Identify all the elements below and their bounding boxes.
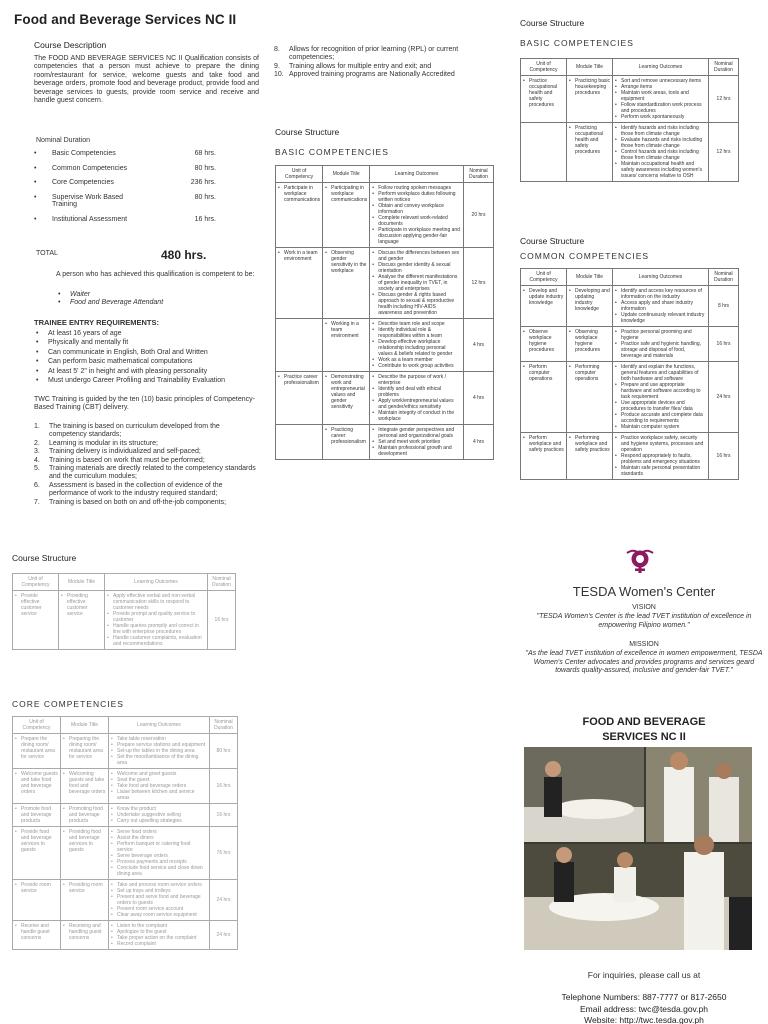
table-row — [521, 433, 739, 480]
duration-cell: 4 hrs — [464, 372, 494, 425]
outcome-item: • Control hazards and risks including those from climate change — [615, 149, 706, 161]
outcome-item: • Provide prompt and quality service to customer — [107, 611, 205, 623]
duration-cell: 8 hrs — [709, 286, 739, 327]
outcome-item: • Evaluate hazards and risks including those from climate change — [615, 137, 706, 149]
mission-label: MISSION — [629, 641, 659, 648]
outcome-item: • Arrange items — [615, 84, 706, 90]
outcome-item: • Assist the diners — [111, 835, 207, 841]
outcomes-cell — [613, 362, 709, 433]
col-unit: Unit of Competency — [276, 166, 323, 183]
tesda-womens-center-logo — [624, 548, 656, 574]
outcome-item: • Practice personal grooming and hygiene — [615, 329, 706, 341]
outcomes-cell — [370, 248, 464, 319]
table-row — [13, 734, 238, 769]
total-value: 480 hrs. — [161, 248, 207, 262]
outcome-item: • Apply work/entrepreneurial values and gender/ethics sensitivity — [372, 398, 461, 410]
unit-cell: • Work in a team environment — [276, 248, 323, 319]
outcome-item: • Present room service account — [111, 906, 207, 912]
nominal-duration-list — [34, 150, 216, 230]
requirement-item: • Must undergo Career Profiling and Trainability Evaluation — [34, 376, 225, 385]
module-cell: • Observing gender sensitivity in the workplace — [323, 248, 370, 319]
outcomes-cell — [370, 183, 464, 248]
principles-list — [34, 423, 256, 507]
table-row — [521, 362, 739, 433]
mission-text: "As the lead TVET institution of excellence in women empowerment, TESDA Women's Center advocates and provides programs and services geard towards quality-assured, inclusive and gender-fair TVET." — [525, 650, 763, 674]
col-module: Module Title — [323, 166, 370, 183]
occupation-roles — [56, 291, 163, 308]
outcome-item: • Maintain work areas, tools and equipment — [615, 90, 706, 102]
common-competencies-table — [520, 268, 739, 480]
unit-cell — [276, 425, 323, 460]
outcome-item: • Practice safe and hygienic handling, storage and disposal of food, beverage and materials — [615, 341, 706, 359]
module-cell: • Practicing basic housekeeping procedures — [567, 76, 613, 123]
vision-label: VISION — [632, 604, 656, 611]
outcome-item: • Present and serve food and beverage orders to guests — [111, 894, 207, 906]
outcomes-cell — [370, 319, 464, 372]
principles-intro: TWC Training is guided by the ten (10) basic principles of Competency-Based Training (CBT) delivery. — [34, 396, 255, 412]
principle-item: 1. The training is based on curriculum developed from the competency standards; — [34, 423, 220, 439]
basic-competencies-table-mid — [275, 165, 494, 460]
module-cell: • Providing room service — [61, 880, 109, 921]
module-cell: • Promoting food and beverage products — [61, 804, 109, 827]
duration-cell: 16 hrs — [709, 327, 739, 362]
duration-cell: 16 hrs — [709, 433, 739, 480]
outcome-item: • Conclude food service and close down dining area — [111, 865, 207, 877]
unit-cell: • Provide room service — [13, 880, 61, 921]
outcome-item: • Handle queries promptly and correct in line with enterprise procedures — [107, 623, 205, 635]
requirement-item: • At least 5' 2" in height and with pleasing personality — [34, 367, 225, 376]
outcome-item: • Maintain occupational health and safety awareness including women's issues/ concerns relative to OSH — [615, 161, 706, 179]
col-outcomes: Learning Outcomes — [109, 717, 210, 734]
outcome-item: • Integrate gender perspectives and personal and organizational goals — [372, 427, 461, 439]
outcomes-cell — [370, 372, 464, 425]
outcome-item: • Maintain integrity of conduct in the workplace — [372, 410, 461, 422]
requirement-item: • Can communicate in English, Both Oral and Written — [34, 348, 225, 357]
duration-cell: 12 hrs — [709, 123, 739, 182]
table-row — [276, 248, 494, 319]
table-row — [276, 319, 494, 372]
contact-details — [520, 992, 768, 1024]
outcome-item: • Record complaint — [111, 941, 207, 947]
duration-row: • Common Competencies 80 hrs. — [34, 164, 216, 172]
col-module: Module Title — [59, 574, 105, 591]
outcome-item: • Perform banquet or catering food service — [111, 841, 207, 853]
course-structure-heading: Course Structure — [520, 236, 585, 246]
outcome-item: • Take table reservation — [111, 736, 207, 742]
requirement-item: • Physically and mentally fit — [34, 338, 225, 347]
outcome-item: • Clear away room service equipment — [111, 912, 207, 918]
col-unit: Unit of Competency — [13, 717, 61, 734]
table-row — [276, 183, 494, 248]
outcome-item: • Complete relevant work-related documents — [372, 215, 461, 227]
outcome-item: • Analyse the different manifestations of gender inequality in TVET, in society and enterprises — [372, 274, 461, 292]
col-duration: Nominal Duration — [709, 59, 739, 76]
outcome-item: • Take food and beverage orders — [111, 783, 207, 789]
core-competencies-heading: CORE COMPETENCIES — [12, 699, 124, 709]
outcome-item: • Produce accurate and complete data according to requirements — [615, 412, 706, 424]
principle-item: 7. Training is based on both on and off-the-job components; — [34, 498, 227, 506]
outcome-item: • Maintain safe personal presentation standards — [615, 465, 706, 477]
col-outcomes: Learning Outcomes — [613, 59, 709, 76]
outcome-item: • Follow routing spoken messages — [372, 185, 461, 191]
module-cell: • Preparing the dining room/ restaurant area for service — [61, 734, 109, 769]
module-cell: • Working in a team environment — [323, 319, 370, 372]
module-cell: • Receiving and handling guest concerns — [61, 921, 109, 950]
unit-cell: • Perform computer operations — [521, 362, 567, 433]
requirement-item: • Can perform basic mathematical computations — [34, 357, 225, 366]
duration-row: • Supervise Work Based Training 80 hrs. — [34, 193, 216, 208]
unit-cell: • Develop and update industry knowledge — [521, 286, 567, 327]
outcome-item: • Apologize to the guest — [111, 929, 207, 935]
unit-cell: • Practice occupational health and safety procedures — [521, 76, 567, 123]
table-row — [521, 286, 739, 327]
table-row — [13, 804, 238, 827]
role-item: • Food and Beverage Attendant — [56, 299, 163, 307]
col-unit: Unit of Competency — [521, 59, 567, 76]
outcome-item: • Identify and deal with ethical problems — [372, 386, 461, 398]
duration-cell: 20 hrs — [464, 183, 494, 248]
col-outcomes: Learning Outcomes — [613, 269, 709, 286]
col-module: Module Title — [567, 269, 613, 286]
core-competencies-table — [12, 716, 238, 950]
col-unit: Unit of Competency — [13, 574, 59, 591]
col-duration: Nominal Duration — [464, 166, 494, 183]
col-module: Module Title — [567, 59, 613, 76]
nominal-duration-heading: Nominal Duration — [36, 137, 91, 144]
duration-cell: 12 hrs — [709, 76, 739, 123]
outcome-item: • Serve beverage orders — [111, 853, 207, 859]
outcome-item: • Set-up the tables in the dining area — [111, 748, 207, 754]
duration-cell: 76 hrs — [210, 827, 238, 880]
entry-requirements-heading: TRAINEE ENTRY REQUIREMENTS: — [34, 318, 160, 327]
table-row — [13, 591, 236, 650]
outcome-item: • Perform work spontaneously — [615, 114, 706, 120]
phone-numbers: Telephone Numbers: 887-7777 or 817-2650 — [561, 992, 727, 1002]
outcome-item: • Access apply and share industry information — [615, 300, 706, 312]
duration-row: • Core Competencies 236 hrs. — [34, 179, 216, 186]
brochure-title: Food and Beverage Services NC II — [14, 12, 237, 27]
col-outcomes: Learning Outcomes — [105, 574, 208, 591]
requirement-item: • At least 16 years of age — [34, 329, 225, 338]
outcomes-cell — [109, 921, 210, 950]
contact-intro: For inquiries, please call us at — [587, 970, 701, 980]
principle-item: 2. Learning is modular in its structure; — [34, 439, 158, 447]
unit-cell: • Promote food and beverage products — [13, 804, 61, 827]
principles-list-continued — [274, 46, 504, 80]
basic-competencies-heading: BASIC COMPETENCIES — [520, 38, 634, 48]
outcome-item: • Maintain professional growth and development — [372, 445, 461, 457]
outcome-item: • Respond appropriately to faults, problems and emergency situations — [615, 453, 706, 465]
module-cell: • Demonstrating work and entrepreneurial values and gender sensitivity — [323, 372, 370, 425]
col-duration: Nominal Duration — [210, 717, 238, 734]
module-cell: • Participating in workplace communications — [323, 183, 370, 248]
duration-cell: 4 hrs — [464, 319, 494, 372]
outcome-item: • Identify and explain the functions, general features and capabilities of both hardware and software — [615, 364, 706, 382]
col-duration: Nominal Duration — [208, 574, 236, 591]
module-cell: • Practicing career professionalism — [323, 425, 370, 460]
outcome-item: • Maintain computer system — [615, 424, 706, 430]
unit-cell — [276, 319, 323, 372]
col-duration: Nominal Duration — [709, 269, 739, 286]
outcomes-cell — [613, 286, 709, 327]
unit-cell: • Participate in workplace communications — [276, 183, 323, 248]
duration-cell: 12 hrs — [464, 248, 494, 319]
outcome-item: • Use appropriate devices and procedures to transfer files/ data — [615, 400, 706, 412]
website-link[interactable]: Website: http://twc.tesda.gov.ph — [584, 1015, 704, 1024]
duration-cell: 80 hrs — [210, 734, 238, 769]
outcome-item: • Discuss gender identity & sexual orientation — [372, 262, 461, 274]
unit-cell: • Observe workplace hygiene procedures — [521, 327, 567, 362]
module-cell: • Performing workplace and safety practices — [567, 433, 613, 480]
outcomes-cell — [109, 827, 210, 880]
unit-cell: • Practice career professionalism — [276, 372, 323, 425]
col-unit: Unit of Competency — [521, 269, 567, 286]
outcomes-cell — [109, 880, 210, 921]
duration-row: • Institutional Assessment 16 hrs. — [34, 215, 216, 223]
outcomes-cell — [105, 591, 208, 650]
table-row — [276, 425, 494, 460]
outcome-item: • Carry out upselling strategies — [111, 818, 207, 824]
outcome-item: • Know the product — [111, 806, 207, 812]
outcome-item: • Develop effective workplace relationship including personal values & beliefs related to gender — [372, 339, 461, 357]
restaurant-service-photo — [524, 747, 752, 950]
outcome-item: • Set up trays and trolleys — [111, 888, 207, 894]
outcome-item: • Seat the guest — [111, 777, 207, 783]
table-row — [276, 372, 494, 425]
module-cell: • Performing computer operations — [567, 362, 613, 433]
outcome-item: • Contribute to work group activities — [372, 363, 461, 369]
unit-cell: • Perform workplace and safety practices — [521, 433, 567, 480]
table-row — [521, 327, 739, 362]
outcomes-cell — [613, 76, 709, 123]
outcome-item: • Process payments and receipts — [111, 859, 207, 865]
outcome-item: • Describe team role and scope — [372, 321, 461, 327]
outcome-item: • Set and meet work priorities — [372, 439, 461, 445]
outcome-item: • Take and process room service orders — [111, 882, 207, 888]
principle-item: 5. Training materials are directly related to the competency standards and the curriculum modules; — [34, 465, 256, 481]
outcome-item: • Identify individual role & responsibilities within a team — [372, 327, 461, 339]
outcome-item: • Prepare and use appropriate hardware and software according to task requirement — [615, 382, 706, 400]
outcome-item: • Work as a team member — [372, 357, 461, 363]
duration-cell: 24 hrs — [709, 362, 739, 433]
duration-cell: 16 hrs — [210, 769, 238, 804]
common-competencies-heading: COMMON COMPETENCIES — [520, 251, 650, 261]
unit-cell: • Provide food and beverage services to guests — [13, 827, 61, 880]
duration-cell: 16 hrs — [208, 591, 236, 650]
outcome-item: • Take proper action on the complaint — [111, 935, 207, 941]
course-description-text: The FOOD AND BEVERAGE SERVICES NC II Qualification consists of competencies that a person must achieve to prepare the dining room/restaurant for service, welcome guests and take food and beverage orders, promote food and beverage product, provide food and beverage services to guests, provide room service and receive and handle guest concern. — [34, 55, 259, 105]
outcome-item: • Follow standardization work process and procedures — [615, 102, 706, 114]
outcome-item: • Obtain and convey workplace information — [372, 203, 461, 215]
table-row — [521, 123, 739, 182]
table-row — [13, 769, 238, 804]
module-cell: • Welcoming guests and take food and beverage orders — [61, 769, 109, 804]
course-description-heading: Course Description — [34, 40, 107, 50]
unit-cell — [521, 123, 567, 182]
duration-cell: 24 hrs — [210, 921, 238, 950]
outcome-item: • Handle customer complaints, evaluation and recommendations — [107, 635, 205, 647]
outcome-item: • Identify and access key resources of information on the industry — [615, 288, 706, 300]
basic-competencies-table-right — [520, 58, 739, 182]
principle-item: 6. Assessment is based in the collection of evidence of the performance of work to the industry required standard; — [34, 481, 223, 498]
outcome-item: • Sort and remove unnecessary items — [615, 78, 706, 84]
outcomes-cell — [370, 425, 464, 460]
table-row — [521, 76, 739, 123]
duration-row: • Basic Competencies 68 hrs. — [34, 150, 216, 157]
basic-competencies-heading: BASIC COMPETENCIES — [275, 147, 389, 157]
role-item: • Waiter — [56, 291, 163, 299]
outcome-item: • Participate in workplace meeting and discussion applying gender-fair language — [372, 227, 461, 245]
principle-item: 8. Allows for recognition of prior learning (RPL) or current competencies; — [274, 46, 459, 62]
principle-item: 3. Training delivery is individualized and self-paced; — [34, 448, 201, 456]
unit-cell: • Provide effective customer service — [13, 591, 59, 650]
outcome-item: • Undertake suggestive selling — [111, 812, 207, 818]
outcome-item: • Apply effective verbal and non-verbal communication skills to respond to customer needs — [107, 593, 205, 611]
col-outcomes: Learning Outcomes — [370, 166, 464, 183]
outcomes-cell — [109, 804, 210, 827]
course-structure-heading: Course Structure — [520, 18, 585, 28]
outcome-item: • Discuss gender & rights based approach to sexual & reproductive health including HIV-AIDS awareness and prevention — [372, 292, 461, 316]
unit-cell: • Welcome guests and take food and beverage orders — [13, 769, 61, 804]
col-module: Module Title — [61, 717, 109, 734]
table-row — [13, 880, 238, 921]
outcomes-cell — [109, 734, 210, 769]
outcomes-cell — [613, 123, 709, 182]
module-cell: • Providing food and beverage services to guests — [61, 827, 109, 880]
course-structure-heading: Course Structure — [275, 127, 340, 137]
outcome-item: • Update continuously relevant industry knowledge — [615, 312, 706, 324]
duration-cell: 4 hrs — [464, 425, 494, 460]
module-cell: • Providing effective customer service — [59, 591, 105, 650]
email-address: Email address: twc@tesda.gov.ph — [579, 1003, 708, 1014]
course-title: FOOD AND BEVERAGE SERVICES NC II — [582, 716, 706, 743]
outcomes-cell — [613, 433, 709, 480]
outcome-item: • Liaise between kitchen and service areas — [111, 789, 207, 801]
module-cell: • Developing and updating industry knowledge — [567, 286, 613, 327]
outcome-item: • Perform workplace duties following written notices — [372, 191, 461, 203]
outcome-item: • Discuss the differences between sex and gender — [372, 250, 461, 262]
principle-item: 9. Training allows for multiple entry and exit; and — [274, 62, 432, 70]
outcome-item: • Describe the purpose of work / enterprise — [372, 374, 461, 386]
basic-competencies-table-left — [12, 573, 236, 650]
unit-cell: • Prepare the dining room/ restaurant area for service — [13, 734, 61, 769]
table-row — [13, 827, 238, 880]
outcome-item: • Listen to the complaint — [111, 923, 207, 929]
outcome-item: • Practice workplace safety, security and hygiene systems, processes and operation — [615, 435, 706, 453]
outcome-item: • Identify hazards and risks including those from climate change — [615, 125, 706, 137]
center-name: TESDA Women's Center — [572, 584, 716, 599]
module-cell: • Practicing occupational health and safety procedures — [567, 123, 613, 182]
occupation-intro: A person who has achieved this qualification is competent to be: — [56, 271, 255, 278]
course-structure-heading: Course Structure — [12, 553, 77, 563]
principle-item: 10. Approved training programs are Nationally Accredited — [274, 71, 455, 79]
outcomes-cell — [109, 769, 210, 804]
module-cell: • Observing workplace hygiene procedures — [567, 327, 613, 362]
outcome-item: • Serve food orders — [111, 829, 207, 835]
unit-cell: • Receive and handle guest concerns — [13, 921, 61, 950]
total-label: TOTAL — [36, 250, 58, 257]
photo-collage — [524, 747, 752, 950]
table-row — [13, 921, 238, 950]
duration-cell: 24 hrs — [210, 880, 238, 921]
duration-cell: 16 hrs — [210, 804, 238, 827]
outcome-item: • Welcome and greet guests — [111, 771, 207, 777]
outcome-item: • Prepare service stations and equipment — [111, 742, 207, 748]
vision-text: "TESDA Women's Center is the lead TVET institution of excellence in empowering Filipino women." — [536, 613, 752, 629]
entry-requirements-list — [34, 329, 225, 385]
outcomes-cell — [613, 327, 709, 362]
principle-item: 4. Training is based on work that must be performed; — [34, 456, 205, 464]
outcome-item: • Set the mood/ambiance of the dining area — [111, 754, 207, 766]
